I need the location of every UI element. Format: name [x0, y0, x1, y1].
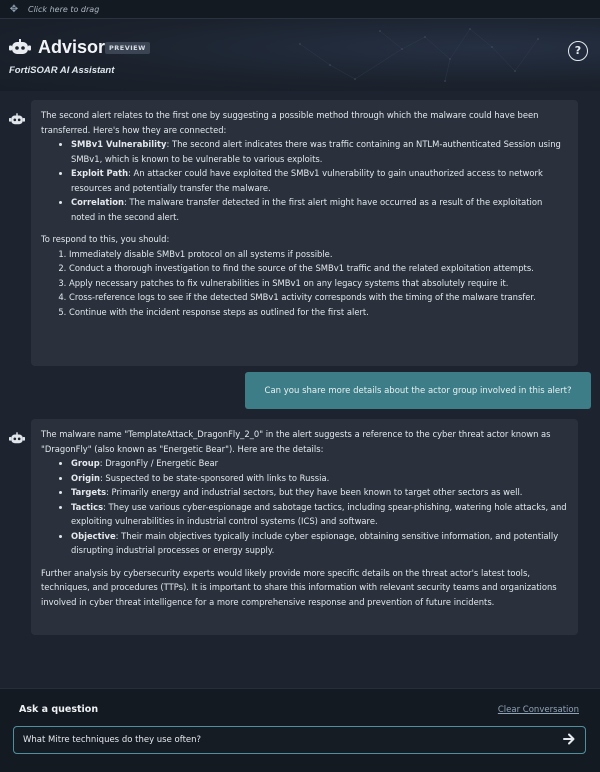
- send-arrow-icon[interactable]: [562, 731, 576, 747]
- list-item: • Targets: Primarily energy and industrial sectors, but they have been known to target other sectors as well.: [71, 485, 568, 500]
- help-button[interactable]: ?: [568, 41, 588, 61]
- app-subtitle: FortiSOAR AI Assistant: [9, 65, 115, 76]
- question-input-wrapper[interactable]: [13, 726, 586, 754]
- list-item: • Group: DragonFly / Energetic Bear: [71, 456, 568, 471]
- preview-badge: PREVIEW: [105, 42, 150, 54]
- clear-conversation-link[interactable]: Clear Conversation: [497, 705, 579, 715]
- chat-area[interactable]: [0, 91, 600, 686]
- message-outro: Further analysis by cybersecurity experts would likely provide more specific details on the threat actor's latest tools, techniques, and procedures (TTPs). It is important to share this information with relevant security teams and organizations involved in cyber threat intelligence for a more comprehensive response and prevention of future incidents.: [41, 567, 557, 607]
- move-icon: ✥: [9, 3, 19, 15]
- list-item: • Objective: Their main objectives typically include cyber espionage, obtaining sensitive information, and potentially disrupting industrial processes or energy supply.: [71, 529, 568, 558]
- list-item: • SMBv1 Vulnerability: The second alert indicates there was traffic containing an NTLM-authenticated Session using SMBv1, which is known to be vulnerable to various exploits.: [71, 137, 568, 166]
- bullet-list: [41, 456, 568, 558]
- list-item: • Correlation: The malware transfer detected in the first alert might have occurred as a result of the exploitation noted in the second alert.: [71, 195, 568, 224]
- app-title: Advisor: [38, 37, 106, 57]
- assistant-message: [31, 419, 578, 635]
- assistant-message: [31, 100, 578, 366]
- list-item: 5. Continue with the incident response steps as outlined for the first alert.: [69, 305, 568, 320]
- message-intro: The second alert relates to the first one by suggesting a possible method through which the malware could have been transferred. Here's how they are connected:: [41, 110, 539, 135]
- bot-avatar-icon: [9, 113, 25, 126]
- bot-avatar-icon: [9, 432, 25, 445]
- list-item: • Tactics: They use various cyber-espionage and sabotage tactics, including spear-phishing, watering hole attacks, and exploiting vulnerabilities in industrial control systems (ICS) and software.: [71, 500, 568, 529]
- drag-label: Click here to drag: [28, 4, 100, 14]
- list-item: 4. Cross-reference logs to see if the detected SMBv1 activity corresponds with the timing of the malware transfer.: [69, 290, 568, 305]
- header: [0, 19, 600, 91]
- respond-intro: To respond to this, you should:: [41, 234, 170, 244]
- list-item: 3. Apply necessary patches to fix vulnerabilities in SMBv1 on any legacy systems that absolutely require it.: [69, 276, 568, 291]
- list-item: • Origin: Suspected to be state-sponsored with links to Russia.: [71, 471, 568, 486]
- list-item: • Exploit Path: An attacker could have exploited the SMBv1 vulnerability to gain unauthorized access to network resources and potentially transfer the malware.: [71, 166, 568, 195]
- question-input[interactable]: [23, 732, 543, 747]
- message-intro: The malware name "TemplateAttack_DragonFly_2_0" in the alert suggests a reference to the cyber threat actor known as "DragonFly" (also known as "Energetic Bear"). Here are the details:: [41, 429, 551, 454]
- bullet-list: [41, 137, 568, 224]
- list-item: 1. Immediately disable SMBv1 protocol on all systems if possible.: [69, 247, 568, 262]
- user-message: Can you share more details about the actor group involved in this alert?: [245, 372, 591, 409]
- list-item: 2. Conduct a thorough investigation to find the source of the SMBv1 traffic and the related exploitation attempts.: [69, 261, 568, 276]
- ask-label: Ask a question: [19, 704, 99, 715]
- drag-handle[interactable]: [0, 0, 600, 19]
- robot-icon: [9, 39, 31, 56]
- composer: [0, 688, 600, 772]
- steps-list: [41, 247, 568, 320]
